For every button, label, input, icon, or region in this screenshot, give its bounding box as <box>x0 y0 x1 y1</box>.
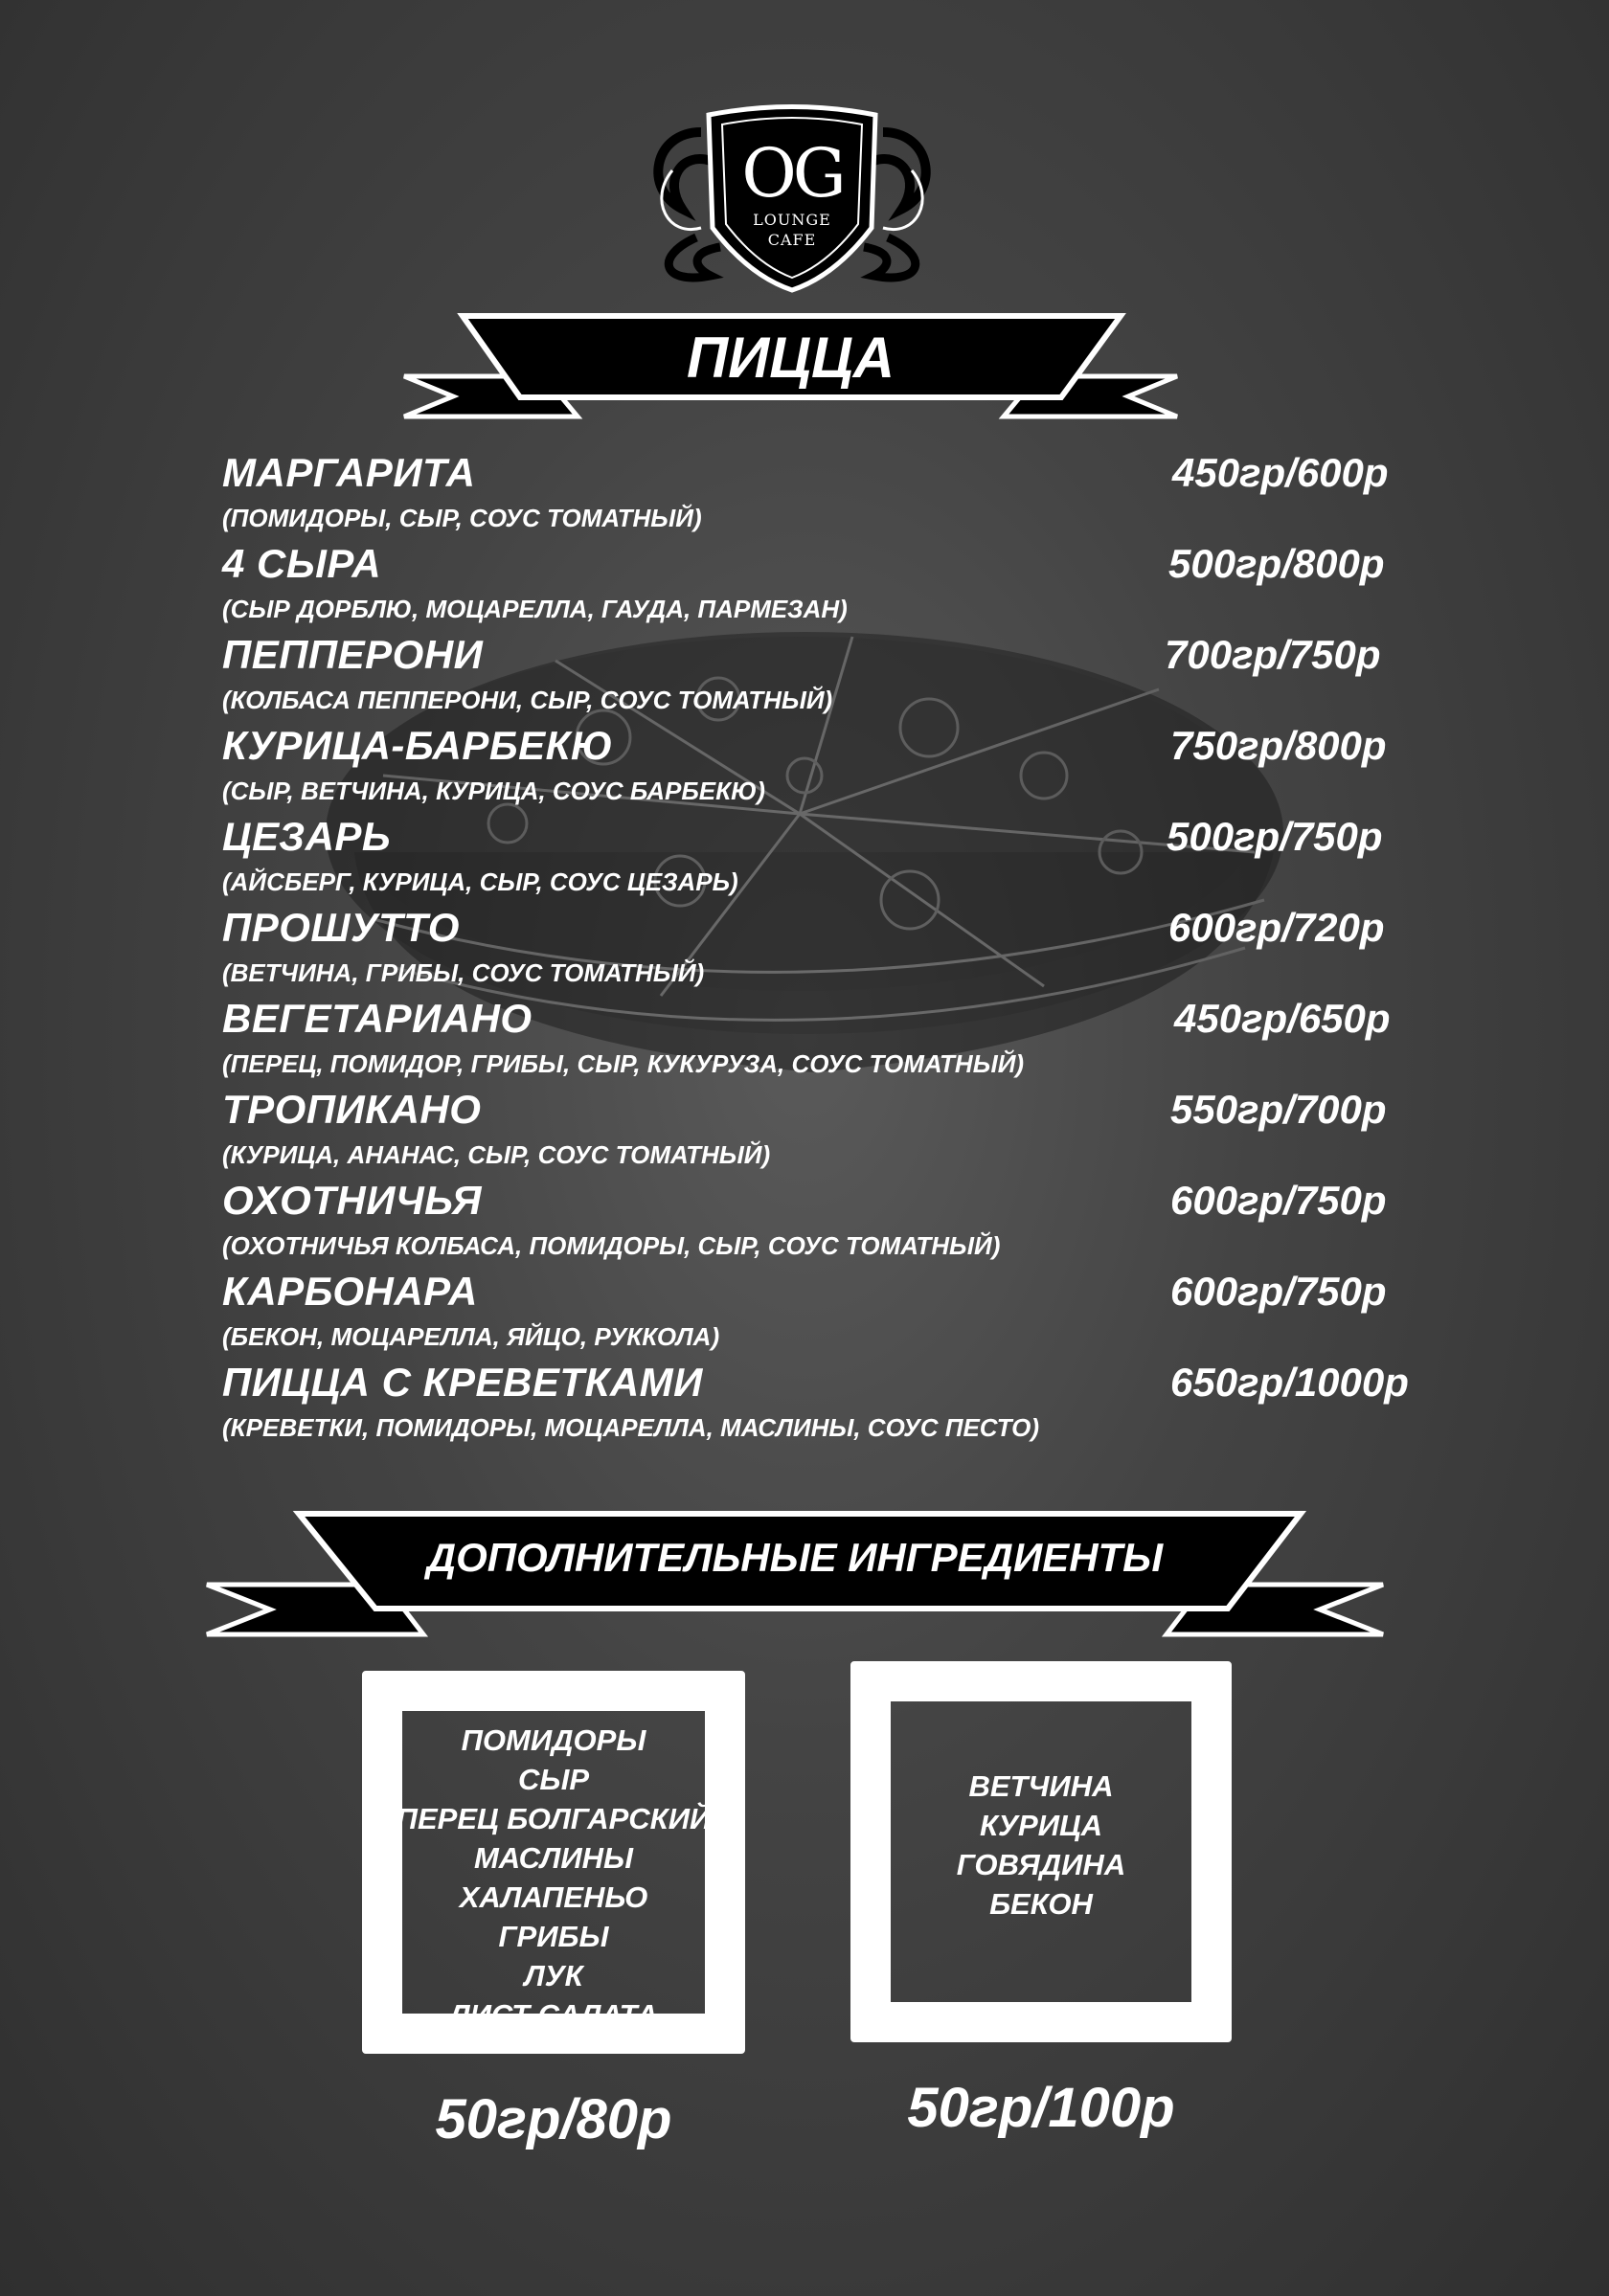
item-description: (КРЕВЕТКИ, ПОМИДОРЫ, МОЦАРЕЛЛА, МАСЛИНЫ, СОУС ПЕСТО) <box>222 1413 1040 1442</box>
item-price: 650гр/1000р <box>1170 1360 1409 1405</box>
extras-item: ВЕТЧИНА <box>968 1769 1114 1803</box>
item-price: 600гр/750р <box>1170 1269 1387 1314</box>
extras-price-meat: 50гр/100р <box>907 2077 1175 2139</box>
extras-section-title: ДОПОЛНИТЕЛЬНЫЕ ИНГРЕДИЕНТЫ <box>426 1535 1164 1580</box>
menu-item <box>222 1178 1448 1269</box>
item-description: (ВЕТЧИНА, ГРИБЫ, СОУС ТОМАТНЫЙ) <box>222 958 705 987</box>
item-description: (КУРИЦА, АНАНАС, СЫР, СОУС ТОМАТНЫЙ) <box>222 1140 771 1169</box>
item-name: МАРГАРИТА <box>222 450 476 495</box>
item-name: ЦЕЗАРЬ <box>222 814 392 859</box>
pizza-menu-list <box>222 450 1448 1451</box>
item-name: ПИЦЦА С КРЕВЕТКАМИ <box>222 1360 703 1405</box>
extras-list <box>362 1721 745 2035</box>
item-price: 550гр/700р <box>1170 1087 1387 1132</box>
extras-item: ЛУК <box>524 1959 583 1992</box>
item-price: 700гр/750р <box>1165 632 1381 677</box>
item-description: (БЕКОН, МОЦАРЕЛЛА, ЯЙЦО, РУККОЛА) <box>222 1322 720 1351</box>
item-description: (СЫР ДОРБЛЮ, МОЦАРЕЛЛА, ГАУДА, ПАРМЕЗАН) <box>222 595 848 623</box>
item-price: 450гр/650р <box>1174 996 1391 1041</box>
menu-item <box>222 1087 1448 1178</box>
item-name: ПРОШУТТО <box>222 905 460 950</box>
item-name: ОХОТНИЧЬЯ <box>222 1178 482 1223</box>
item-price: 750гр/800р <box>1170 723 1387 768</box>
extras-item: ГРИБЫ <box>498 1920 609 1953</box>
menu-item <box>222 814 1448 905</box>
logo-line-cafe: CAFE <box>767 231 817 249</box>
extras-item: КУРИЦА <box>979 1809 1102 1842</box>
menu-item <box>222 632 1448 723</box>
item-name: ТРОПИКАНО <box>222 1087 482 1132</box>
item-price: 600гр/720р <box>1168 905 1385 950</box>
item-price: 600гр/750р <box>1170 1178 1387 1223</box>
menu-item <box>222 1360 1448 1451</box>
pizza-section-title: ПИЦЦА <box>686 326 895 390</box>
item-description: (АЙСБЕРГ, КУРИЦА, СЫР, СОУС ЦЕЗАРЬ) <box>222 867 738 896</box>
item-name: ПЕППЕРОНИ <box>222 632 484 677</box>
extras-item: ГОВЯДИНА <box>956 1848 1126 1881</box>
extras-item: БЕКОН <box>989 1887 1093 1921</box>
extras-item: ЛИСТ САЛАТА <box>449 1998 658 2032</box>
extras-item: СЫР <box>517 1763 590 1796</box>
extras-item: ПОМИДОРЫ <box>461 1723 646 1757</box>
extras-item: МАСЛИНЫ <box>473 1841 634 1875</box>
extras-box-meat <box>850 1661 1232 2042</box>
item-description: (ПЕРЕЦ, ПОМИДОР, ГРИБЫ, СЫР, КУКУРУЗА, СОУС ТОМАТНЫЙ) <box>222 1049 1025 1078</box>
item-name: КУРИЦА-БАРБЕКЮ <box>222 723 614 768</box>
extras-section-banner <box>203 1508 1387 1640</box>
extras-item: ПЕРЕЦ БОЛГАРСКИЙ <box>396 1802 712 1835</box>
item-name: ВЕГЕТАРИАНО <box>222 996 533 1041</box>
item-description: (СЫР, ВЕТЧИНА, КУРИЦА, СОУС БАРБЕКЮ) <box>222 777 765 805</box>
menu-item <box>222 450 1448 541</box>
extras-price-vegetables: 50гр/80р <box>435 2088 672 2150</box>
menu-item <box>222 1269 1448 1360</box>
menu-item <box>222 723 1448 814</box>
cafe-logo <box>644 94 940 295</box>
item-description: (ОХОТНИЧЬЯ КОЛБАСА, ПОМИДОРЫ, СЫР, СОУС ТОМАТНЫЙ) <box>222 1231 1001 1260</box>
item-name: 4 СЫРА <box>222 541 382 586</box>
item-description: (КОЛБАСА ПЕППЕРОНИ, СЫР, СОУС ТОМАТНЫЙ) <box>222 686 833 714</box>
item-name: КАРБОНАРА <box>222 1269 478 1314</box>
menu-item <box>222 905 1448 996</box>
extras-list <box>850 1767 1232 1924</box>
menu-item <box>222 541 1448 632</box>
logo-monogram: OG <box>741 134 843 213</box>
extras-item: ХАЛАПЕНЬО <box>459 1880 648 1914</box>
item-price: 500гр/750р <box>1167 814 1383 859</box>
item-price: 450гр/600р <box>1172 450 1389 495</box>
logo-line-lounge: LOUNGE <box>753 211 831 229</box>
menu-item <box>222 996 1448 1087</box>
item-price: 500гр/800р <box>1168 541 1385 586</box>
item-description: (ПОМИДОРЫ, СЫР, СОУС ТОМАТНЫЙ) <box>222 504 702 532</box>
pizza-section-banner <box>400 311 1181 424</box>
extras-box-vegetables <box>362 1671 745 2054</box>
